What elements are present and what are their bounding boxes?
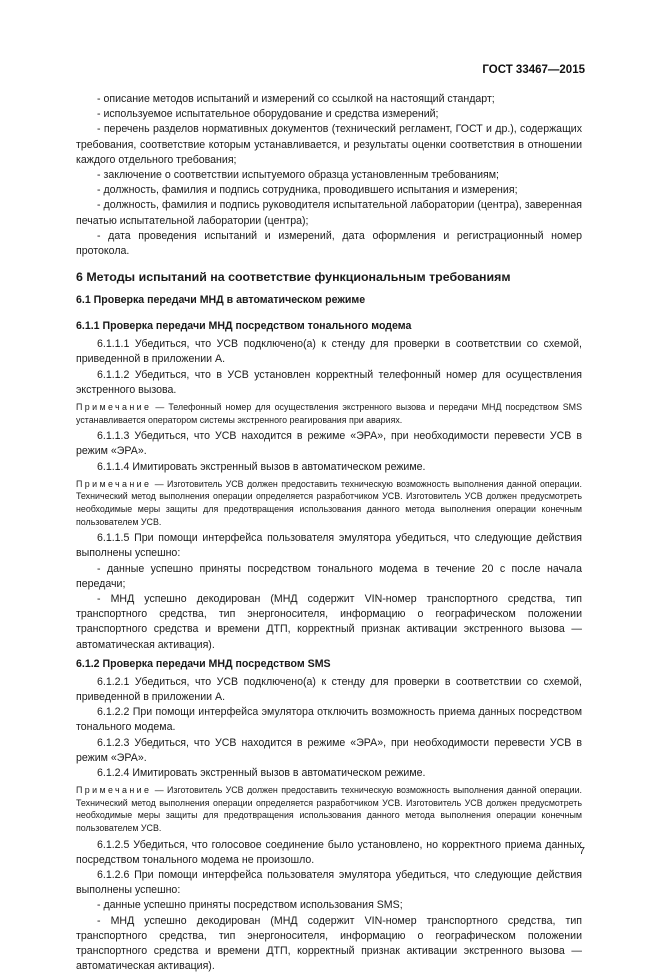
page-number: 7 bbox=[579, 845, 585, 857]
note-label: Примечание bbox=[76, 478, 152, 489]
list-item: - используемое испытательное оборудование и средства измерений; bbox=[97, 108, 439, 121]
note-label: Примечание bbox=[76, 785, 152, 796]
list-item: - должность, фамилия и подпись руководителя испытательной лаборатории (центра), заверенная печатью испытательной лаборатории (центра); bbox=[76, 199, 582, 227]
document-code: ГОСТ 33467—2015 bbox=[482, 64, 585, 76]
list-item: - данные успешно приняты посредством использования SMS; bbox=[97, 899, 403, 912]
note-text: — Изготовитель УСВ должен предоставить техническую возможность выполнения данной операции. Технический метод выполнения операции определяется разработчиком УСВ. Изготовитель УСВ должен предусмотреть необходимые меры защиты для предотвращения использования данного метода выполнения операции конечным пользователем УСВ. bbox=[76, 478, 582, 527]
section-heading: 6 Методы испытаний на соответствие функциональным требованиям bbox=[76, 270, 511, 285]
subsection-heading: 6.1 Проверка передачи МНД в автоматическом режиме bbox=[76, 294, 366, 307]
paragraph: 6.1.2.2 При помощи интерфейса эмулятора отключить возможность приема данных посредством тонального модема. bbox=[76, 706, 582, 734]
paragraph: 6.1.1.4 Имитировать экстренный вызов в автоматическом режиме. bbox=[97, 460, 426, 473]
subsection-heading: 6.1.2 Проверка передачи МНД посредством SMS bbox=[76, 657, 331, 670]
paragraph: 6.1.1.5 При помощи интерфейса пользователя эмулятора убедиться, что следующие действия выполнены успешно: bbox=[76, 532, 582, 560]
list-item: - данные успешно приняты посредством тонального модема в течение 20 с после начала передачи; bbox=[76, 562, 582, 590]
subsection-heading: 6.1.1 Проверка передачи МНД посредством тонального модема bbox=[76, 320, 412, 333]
list-item: - МНД успешно декодирован (МНД содержит VIN-номер транспортного средства, тип транспортного средства, тип энергоносителя, информацию о географическом положении транспортного средства и времени ДТП, корректный признак активации экстренного вызова — автоматическая активация). bbox=[76, 593, 582, 651]
list-item: - МНД успешно декодирован (МНД содержит VIN-номер транспортного средства, тип транспортного средства, тип энергоносителя, информацию о географическом положении транспортного средства и времени ДТП, корректный признак активации экстренного вызова — автоматическая активация). bbox=[76, 914, 582, 973]
note-text: — Изготовитель УСВ должен предоставить техническую возможность выполнения данной операции. Технический метод выполнения операции определяется разработчиком УСВ. Изготовитель УСВ должен предусмотреть необходимые меры защиты для предотвращения использования данного метода выполнения операции конечным пользователем УСВ. bbox=[76, 785, 582, 834]
list-item: - описание методов испытаний и измерений со ссылкой на настоящий стандарт; bbox=[97, 93, 495, 105]
list-item: - заключение о соответствии испытуемого образца установленным требованиям; bbox=[97, 169, 499, 182]
paragraph: 6.1.1.1 Убедиться, что УСВ подключено(а) к стенду для проверки в соответствии со схемой, приведенной в приложении А. bbox=[76, 338, 582, 366]
page-content bbox=[76, 92, 582, 974]
paragraph: 6.1.2.4 Имитировать экстренный вызов в автоматическом режиме. bbox=[97, 767, 426, 780]
paragraph: 6.1.2.3 Убедиться, что УСВ находится в режиме «ЭРА», при необходимости перевести УСВ в режим «ЭРА». bbox=[76, 736, 582, 764]
paragraph: 6.1.2.6 При помощи интерфейса пользователя эмулятора убедиться, что следующие действия выполнены успешно: bbox=[76, 869, 582, 897]
list-item: - должность, фамилия и подпись сотрудника, проводившего испытания и измерения; bbox=[97, 184, 518, 197]
note bbox=[76, 784, 582, 834]
paragraph: 6.1.2.5 Убедиться, что голосовое соединение было установлено, но корректного приема данных посредством тонального модема не произошло. bbox=[76, 838, 582, 866]
note bbox=[76, 401, 582, 426]
note-label: Примечание bbox=[76, 402, 152, 413]
list-item: - дата проведения испытаний и измерений, дата оформления и регистрационный номер протокола. bbox=[76, 229, 582, 258]
paragraph: 6.1.1.3 Убедиться, что УСВ находится в режиме «ЭРА», при необходимости перевести УСВ в режим «ЭРА». bbox=[76, 430, 582, 458]
paragraph: 6.1.1.2 Убедиться, что в УСВ установлен корректный телефонный номер для осуществления экстренного вызова. bbox=[76, 368, 582, 396]
note bbox=[76, 478, 582, 528]
list-item: - перечень разделов нормативных документов (технический регламент, ГОСТ и др.), содержащих требования, соответствие которым устанавливается, и результаты оценки соответствия в отношении каждого отдельного требования; bbox=[76, 123, 582, 166]
note-text: — Телефонный номер для осуществления экстренного вызова и передачи МНД посредством SMS устанавливается оператором системы экстренного реагирования при авариях. bbox=[76, 402, 582, 425]
paragraph: 6.1.2.1 Убедиться, что УСВ подключено(а) к стенду для проверки в соответствии со схемой, приведенной в приложении А. bbox=[76, 675, 582, 704]
